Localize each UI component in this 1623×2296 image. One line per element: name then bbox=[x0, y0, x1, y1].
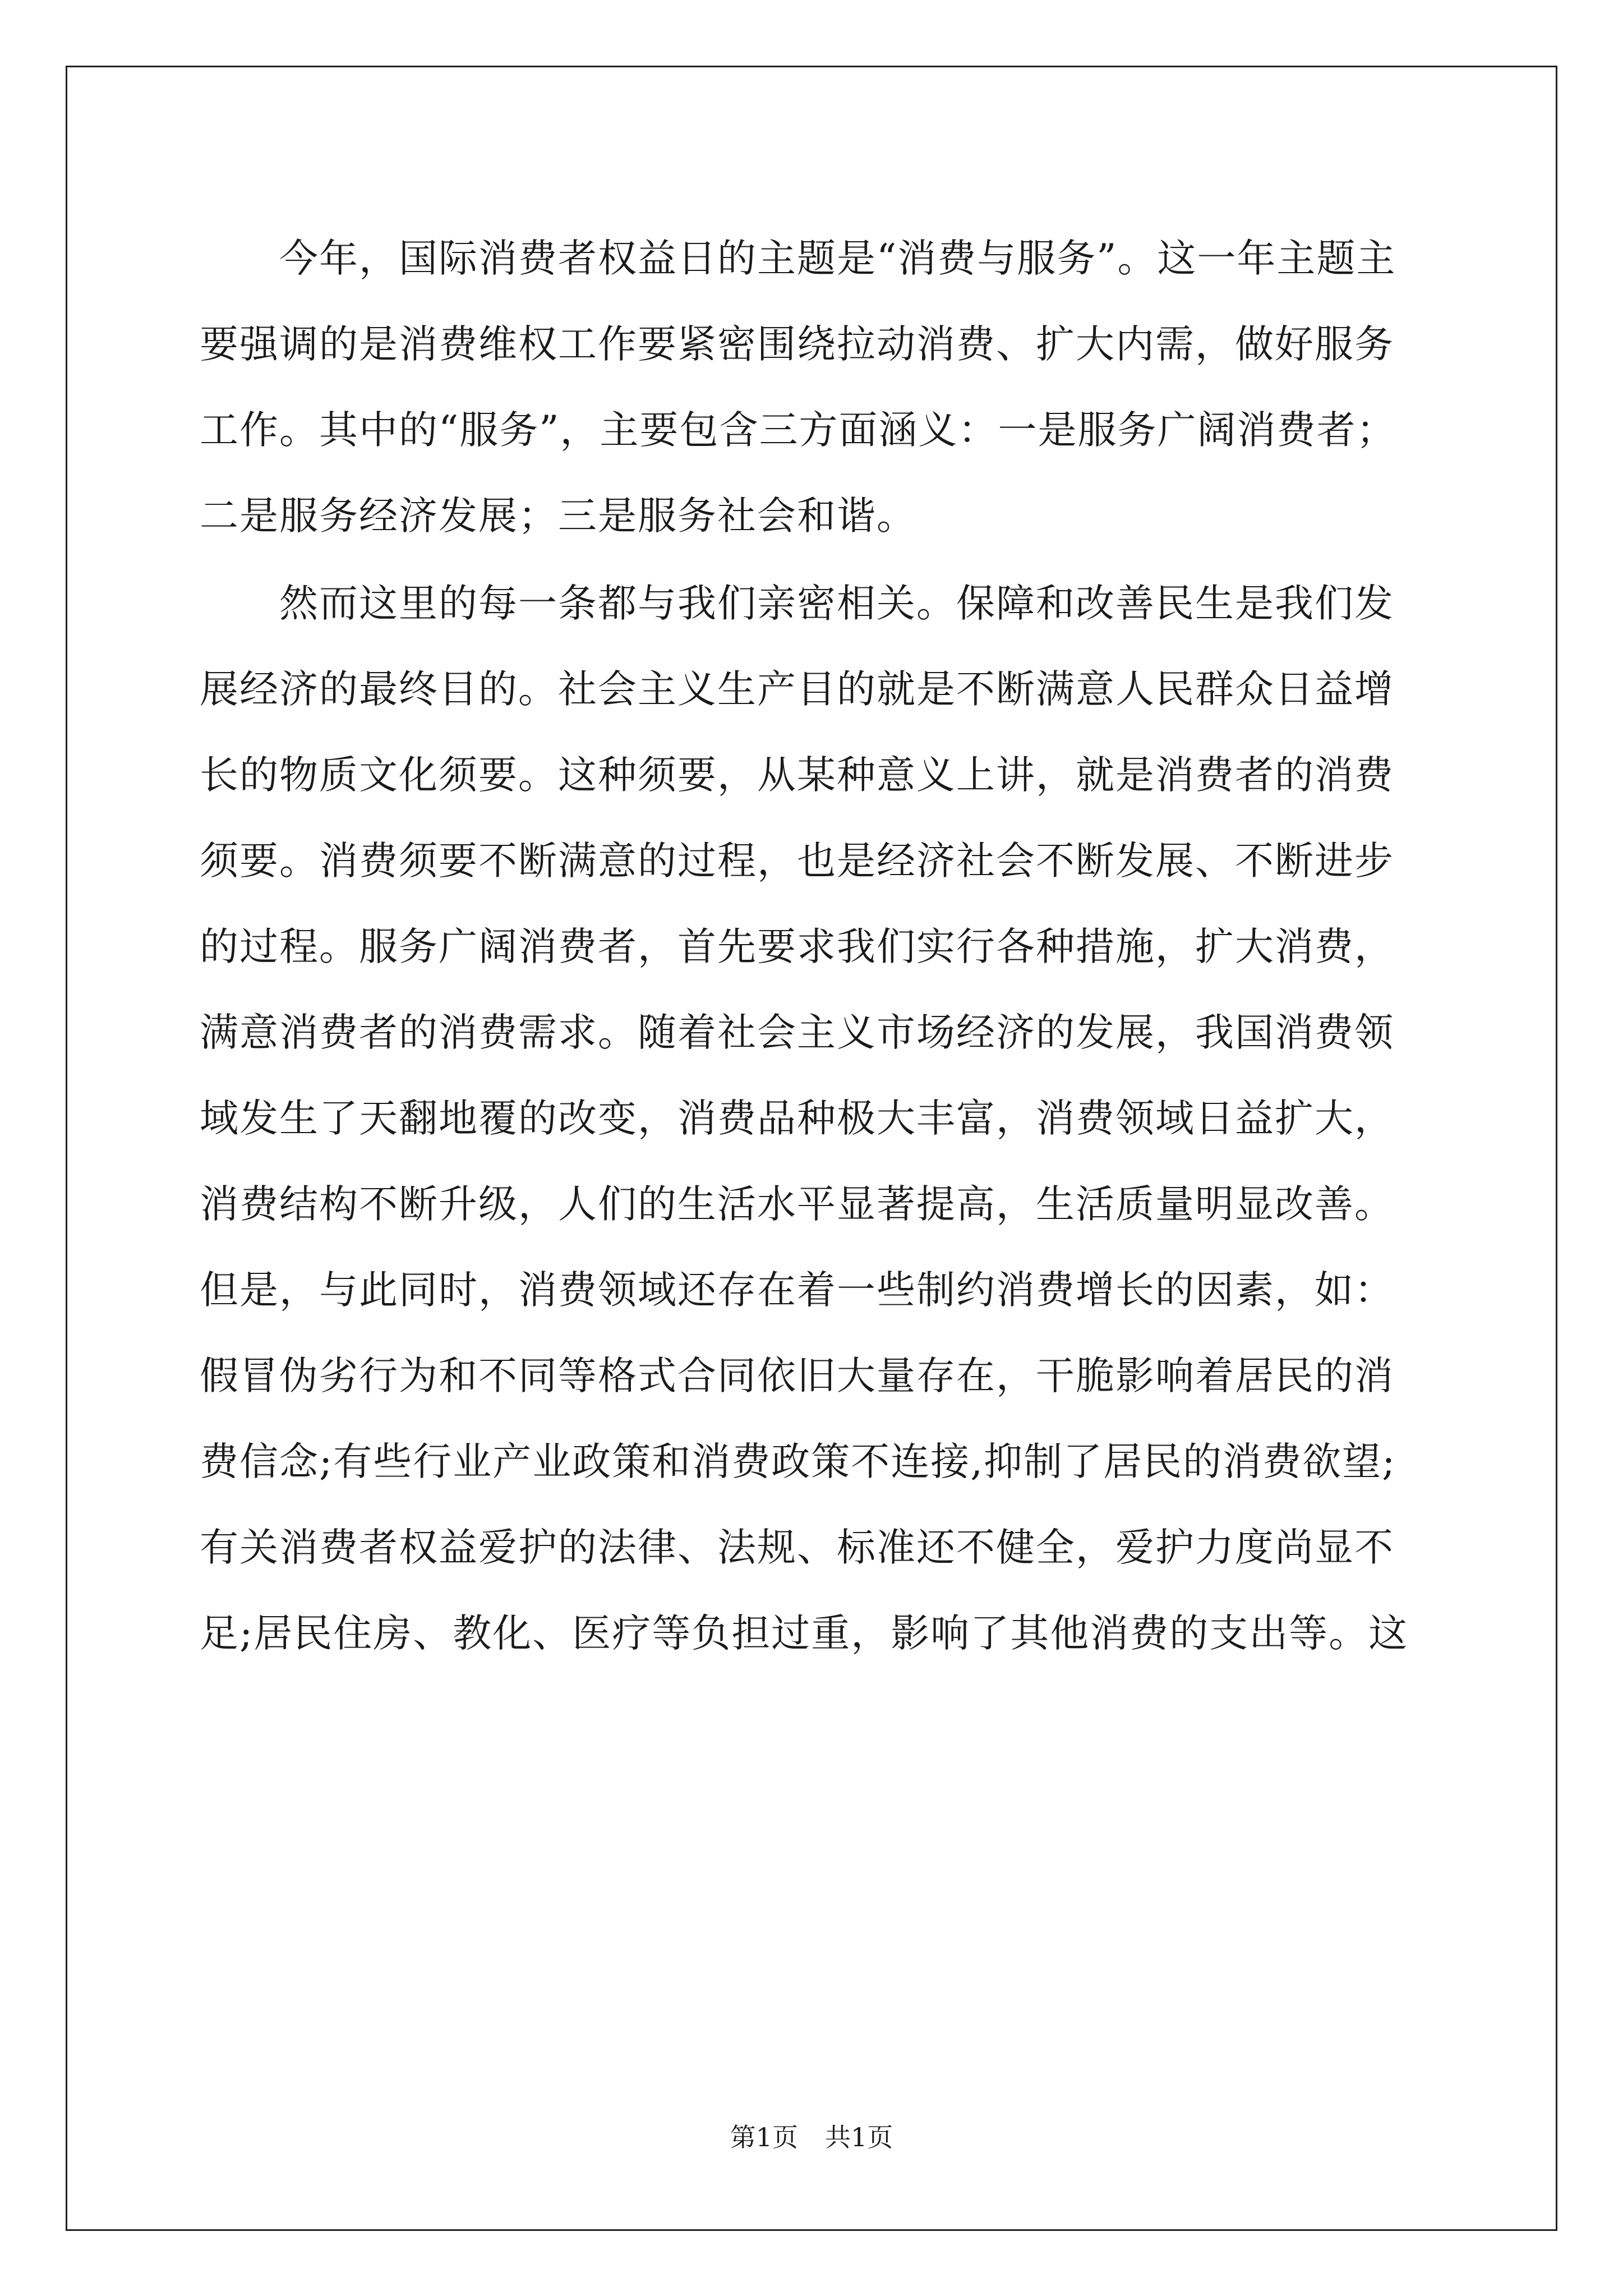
text-line: 足;居民住房、教化、医疗等负担过重，影响了其他消费的支出等。这 bbox=[200, 1611, 1409, 1656]
page-number-current: 第1页 bbox=[730, 2122, 798, 2152]
paragraph-2 bbox=[200, 561, 1428, 1677]
text-line: 须要。消费须要不断满意的过程，也是经济社会不断发展、不断进步 bbox=[200, 839, 1394, 884]
text-line: 域发生了天翻地覆的改变，消费品种极大丰富，消费领域日益扩大， bbox=[200, 1096, 1394, 1141]
paragraph-1 bbox=[200, 216, 1428, 559]
text-line: 费信念;有些行业产业政策和消费政策不连接,抑制了居民的消费欲望; bbox=[200, 1439, 1396, 1484]
text-line: 有关消费者权益爱护的法律、法规、标准还不健全，爱护力度尚显不 bbox=[200, 1525, 1394, 1570]
text-line: 满意消费者的消费需求。随着社会主义市场经济的发展，我国消费领 bbox=[200, 1010, 1394, 1055]
text-line: 工作。其中的“服务”，主要包含三方面涵义：一是服务广阔消费者； bbox=[200, 408, 1396, 453]
text-line: 假冒伪劣行为和不同等格式合同依旧大量存在，干脆影响着居民的消 bbox=[200, 1354, 1394, 1398]
page-number-total: 共1页 bbox=[825, 2122, 893, 2152]
text-line: 的过程。服务广阔消费者，首先要求我们实行各种措施，扩大消费， bbox=[200, 924, 1394, 969]
text-line: 今年，国际消费者权益日的主题是“消费与服务”。这一年主题主 bbox=[200, 236, 1396, 281]
text-line: 消费结构不断升级，人们的生活水平显著提高，生活质量明显改善。 bbox=[200, 1182, 1394, 1227]
text-line: 长的物质文化须要。这种须要，从某种意义上讲，就是消费者的消费 bbox=[200, 753, 1394, 798]
text-line: 展经济的最终目的。社会主义生产目的就是不断满意人民群众日益增 bbox=[200, 667, 1394, 712]
document-body bbox=[200, 216, 1428, 1677]
text-line: 二是服务经济发展；三是服务社会和谐。 bbox=[200, 494, 916, 539]
text-line: 但是，与此同时，消费领域还存在着一些制约消费增长的因素，如： bbox=[200, 1268, 1394, 1313]
text-line: 要强调的是消费维权工作要紧密围绕拉动消费、扩大内需，做好服务 bbox=[200, 322, 1394, 367]
page-footer bbox=[0, 2120, 1623, 2154]
text-line: 然而这里的每一条都与我们亲密相关。保障和改善民生是我们发 bbox=[200, 581, 1394, 626]
